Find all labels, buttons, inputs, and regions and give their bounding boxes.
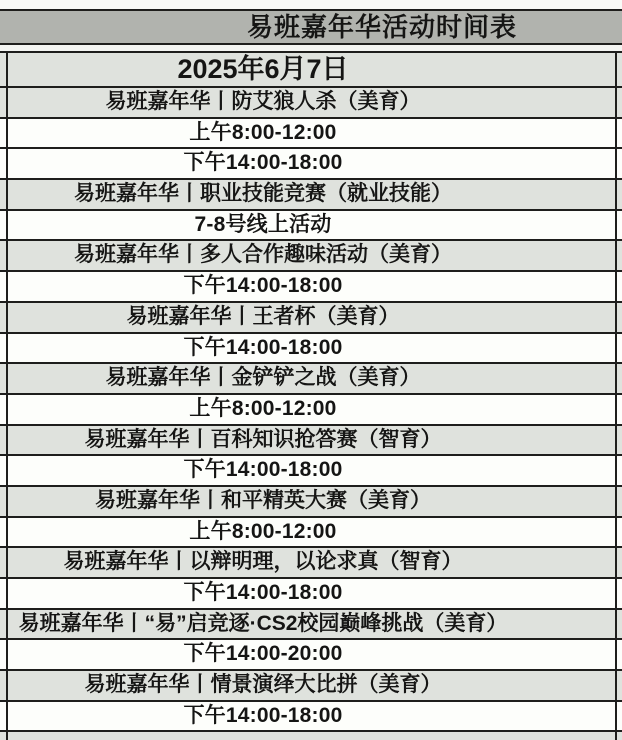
time-row: 下午14:00-18:00 bbox=[0, 272, 622, 303]
table-title: 易班嘉年华活动时间表 bbox=[246, 12, 517, 42]
event-name-row: 易班嘉年华丨防艾狼人杀（美育） bbox=[0, 88, 622, 119]
event-name-row: 易班嘉年华丨情景演绎大比拼（美育） bbox=[0, 671, 622, 702]
event-name-row: 易班嘉年华丨百科知识抢答赛（智育） bbox=[0, 426, 622, 457]
time-row: 下午14:00-18:00 bbox=[0, 456, 622, 487]
bottom-row-sliver bbox=[0, 732, 622, 740]
event-name-row: 易班嘉年华丨“易”启竞逐·CS2校园巅峰挑战（美育） bbox=[0, 610, 622, 641]
event-name-row: 易班嘉年华丨金铲铲之战（美育） bbox=[0, 364, 622, 395]
time-row: 下午14:00-20:00 bbox=[0, 640, 622, 671]
event-name-row: 易班嘉年华丨和平精英大赛（美育） bbox=[0, 487, 622, 518]
time-row: 下午14:00-18:00 bbox=[0, 149, 622, 180]
time-row: 7-8号线上活动 bbox=[0, 211, 622, 242]
event-name-row: 易班嘉年华丨职业技能竞赛（就业技能） bbox=[0, 180, 622, 211]
event-name-row: 易班嘉年华丨以辩明理，以论求真（智育） bbox=[0, 548, 622, 579]
time-row: 下午14:00-18:00 bbox=[0, 334, 622, 365]
time-row: 上午8:00-12:00 bbox=[0, 119, 622, 150]
date-row: 2025年6月7日 bbox=[0, 53, 622, 88]
top-margin bbox=[0, 0, 622, 9]
time-row: 下午14:00-18:00 bbox=[0, 702, 622, 733]
event-name-row: 易班嘉年华丨王者杯（美育） bbox=[0, 303, 622, 334]
time-row: 下午14:00-18:00 bbox=[0, 579, 622, 610]
time-row: 上午8:00-12:00 bbox=[0, 395, 622, 426]
schedule-table-body bbox=[0, 51, 622, 732]
table-title-row bbox=[0, 9, 622, 45]
event-name-row: 易班嘉年华丨多人合作趣味活动（美育） bbox=[0, 241, 622, 272]
time-row: 上午8:00-12:00 bbox=[0, 518, 622, 549]
